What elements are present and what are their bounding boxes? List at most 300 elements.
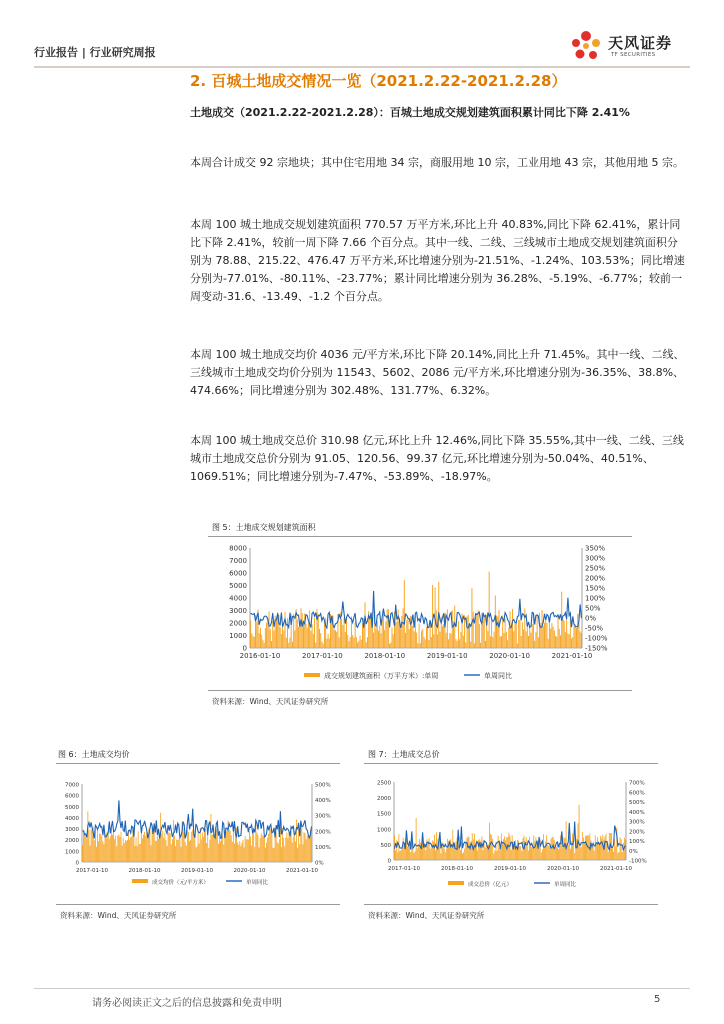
bar-mark bbox=[478, 840, 479, 860]
left-tick-label: 7000 bbox=[229, 557, 247, 565]
bar-mark bbox=[115, 836, 116, 862]
bar-mark bbox=[499, 610, 500, 648]
bar-mark bbox=[305, 624, 306, 648]
paragraph-avg-price: 本周 100 城土地成交均价 4036 元/平方米,环比下降 20.14%,同比上升 71.45%。其中一线、二线、三线城市土地成交均价分别为 11543、5602、2086 元/平方米,环比增速分别为-36.35%、38.8%、474.66%；同比增速分别为 302.48%、131.77%、6.32%。 bbox=[190, 348, 685, 397]
bar-mark bbox=[546, 835, 547, 860]
bar-mark bbox=[430, 625, 431, 648]
bar-mark bbox=[104, 844, 105, 862]
bar-mark bbox=[357, 643, 358, 648]
bar-mark bbox=[154, 828, 155, 862]
bar-mark bbox=[143, 835, 144, 862]
bar-mark bbox=[151, 845, 152, 862]
bar-mark bbox=[119, 835, 120, 862]
bar-mark bbox=[116, 846, 117, 862]
bar-mark bbox=[401, 850, 402, 860]
bar-mark bbox=[465, 842, 466, 860]
bar-mark bbox=[431, 637, 432, 648]
bar-mark bbox=[422, 629, 423, 648]
bar-mark bbox=[463, 636, 464, 648]
bar-mark bbox=[271, 641, 272, 648]
right-tick-label: 0% bbox=[585, 614, 597, 623]
bar-mark bbox=[570, 849, 571, 860]
bar-mark bbox=[547, 845, 548, 860]
bar-mark bbox=[615, 846, 616, 860]
bar-mark bbox=[178, 839, 179, 862]
bar-mark bbox=[369, 617, 370, 648]
bar-mark bbox=[506, 632, 507, 648]
bar-mark bbox=[225, 832, 226, 862]
bar-mark bbox=[419, 839, 420, 860]
bar-mark bbox=[170, 833, 171, 862]
bar-mark bbox=[480, 643, 481, 648]
bar-mark bbox=[529, 837, 530, 860]
bar-mark bbox=[292, 642, 293, 648]
bar-mark bbox=[135, 846, 136, 862]
bar-mark bbox=[209, 840, 210, 862]
bar-mark bbox=[278, 843, 279, 862]
bar-mark bbox=[605, 836, 606, 860]
bar-mark bbox=[309, 838, 310, 862]
bar-mark bbox=[552, 837, 553, 860]
bar-mark bbox=[194, 834, 195, 862]
bar-mark bbox=[458, 621, 459, 648]
bar-mark bbox=[324, 621, 325, 648]
bar-mark bbox=[373, 633, 374, 648]
legend-bar-label: 成交均价（元/平方米） bbox=[152, 880, 209, 886]
bar-mark bbox=[304, 832, 305, 862]
fig6-bottom-rule bbox=[56, 904, 340, 905]
bar-mark bbox=[452, 610, 453, 648]
bar-mark bbox=[287, 618, 288, 648]
bar-mark bbox=[266, 623, 267, 648]
bar-mark bbox=[451, 634, 452, 648]
bar-mark bbox=[449, 845, 450, 860]
bar-mark bbox=[426, 627, 427, 648]
bar-mark bbox=[276, 620, 277, 648]
bar-mark bbox=[352, 635, 353, 648]
bar-mark bbox=[366, 642, 367, 648]
bar-mark bbox=[460, 632, 461, 648]
bar-mark bbox=[448, 639, 449, 648]
bar-mark bbox=[491, 619, 492, 648]
bar-mark bbox=[199, 844, 200, 862]
bar-mark bbox=[141, 829, 142, 862]
right-tick-label: 0% bbox=[315, 860, 324, 867]
right-tick-label: -50% bbox=[585, 624, 604, 633]
bar-mark bbox=[625, 840, 626, 860]
bar-mark bbox=[516, 622, 517, 648]
bar-mark bbox=[307, 628, 308, 648]
bar-mark bbox=[127, 840, 128, 862]
bar-mark bbox=[465, 642, 466, 648]
bar-mark bbox=[535, 837, 536, 860]
bar-mark bbox=[512, 609, 513, 648]
bar-mark bbox=[555, 848, 556, 860]
bar-mark bbox=[459, 639, 460, 648]
fig6-source: 资料来源：Wind、天风证券研究所 bbox=[60, 911, 177, 920]
bar-mark bbox=[513, 631, 514, 648]
bar-mark bbox=[213, 834, 214, 862]
bar-mark bbox=[544, 847, 545, 860]
bar-mark bbox=[355, 622, 356, 648]
bar-mark bbox=[433, 634, 434, 648]
bar-mark bbox=[447, 839, 448, 860]
bar-mark bbox=[414, 853, 415, 860]
fig7-bottom-rule bbox=[364, 904, 658, 905]
x-tick-label: 2016-01-10 bbox=[239, 652, 281, 660]
bar-mark bbox=[207, 833, 208, 862]
bar-mark bbox=[312, 624, 313, 648]
bar-mark bbox=[408, 845, 409, 860]
bar-mark bbox=[558, 617, 559, 648]
bar-mark bbox=[515, 623, 516, 648]
bar-mark bbox=[137, 846, 138, 862]
bar-mark bbox=[168, 832, 169, 862]
bar-mark bbox=[315, 642, 316, 648]
bar-mark bbox=[446, 633, 447, 648]
bar-mark bbox=[308, 836, 309, 862]
tf-logo-icon bbox=[566, 28, 606, 64]
bar-mark bbox=[528, 636, 529, 648]
bar-mark bbox=[621, 839, 622, 860]
bar-mark bbox=[85, 836, 86, 862]
bar-mark bbox=[335, 630, 336, 648]
bar-mark bbox=[329, 638, 330, 648]
bar-mark bbox=[303, 844, 304, 862]
report-type-tag: 行业报告 | 行业研究周报 bbox=[34, 46, 156, 59]
bar-mark bbox=[571, 639, 572, 648]
bar-mark bbox=[598, 843, 599, 860]
yoy-line-series bbox=[83, 800, 312, 838]
bar-mark bbox=[573, 843, 574, 860]
bar-mark bbox=[251, 846, 252, 862]
bar-mark bbox=[551, 839, 552, 860]
bar-mark bbox=[121, 832, 122, 862]
bar-mark bbox=[344, 617, 345, 648]
bar-mark bbox=[555, 636, 556, 648]
bar-mark bbox=[269, 827, 270, 862]
bar-mark bbox=[124, 843, 125, 862]
bar-mark bbox=[400, 851, 401, 860]
bar-mark bbox=[204, 828, 205, 862]
bar-mark bbox=[243, 840, 244, 862]
bar-mark bbox=[200, 828, 201, 862]
bar-mark bbox=[288, 838, 289, 862]
left-tick-label: 6000 bbox=[229, 569, 247, 578]
right-tick-label: 300% bbox=[315, 813, 331, 820]
bar-mark bbox=[377, 621, 378, 648]
bar-mark bbox=[353, 638, 354, 648]
bar-mark bbox=[527, 845, 528, 860]
bar-mark bbox=[162, 831, 163, 862]
bar-mark bbox=[522, 622, 523, 648]
bar-mark bbox=[110, 836, 111, 862]
bar-mark bbox=[577, 614, 578, 648]
bar-mark bbox=[409, 629, 410, 648]
bar-mark bbox=[92, 831, 93, 862]
bar-mark bbox=[367, 637, 368, 648]
bar-mark bbox=[389, 644, 390, 648]
bar-mark bbox=[443, 624, 444, 648]
bar-mark bbox=[203, 837, 204, 862]
right-tick-label: 400% bbox=[629, 809, 645, 816]
bar-mark bbox=[620, 837, 621, 860]
bar-mark bbox=[378, 631, 379, 648]
bar-mark bbox=[294, 630, 295, 648]
bar-mark bbox=[295, 842, 296, 862]
bar-mark bbox=[190, 840, 191, 862]
bar-mark bbox=[548, 846, 549, 860]
legend-bar-swatch bbox=[304, 673, 320, 677]
bar-mark bbox=[586, 836, 587, 860]
bar-mark bbox=[282, 626, 283, 648]
bar-mark bbox=[478, 610, 479, 648]
bar-mark bbox=[535, 632, 536, 648]
bar-mark bbox=[288, 643, 289, 648]
bar-mark bbox=[544, 623, 545, 648]
bar-mark bbox=[214, 835, 215, 862]
bar-mark bbox=[128, 832, 129, 862]
bar-mark bbox=[230, 831, 231, 862]
right-tick-label: 50% bbox=[585, 604, 601, 613]
bar-mark bbox=[462, 853, 463, 860]
bar-mark bbox=[173, 820, 174, 862]
bar-mark bbox=[433, 842, 434, 860]
x-tick-label: 2021-01-10 bbox=[600, 866, 632, 872]
paragraph-total-price: 本周 100 城土地成交总价 310.98 亿元,环比上升 12.46%,同比下降 35.55%,其中一线、二线、三线城市土地成交总价分别为 91.05、120.56、99.37 亿元,环比增速分别为-50.04%、40.51%、1069.51%；同比增速分别为-7.47%、-53.89%、-18.97%。 bbox=[190, 434, 684, 483]
bar-mark bbox=[293, 614, 294, 648]
bar-mark bbox=[232, 842, 233, 862]
left-tick-label: 2000 bbox=[229, 619, 247, 628]
bar-mark bbox=[111, 829, 112, 862]
bar-mark bbox=[449, 633, 450, 648]
bar-mark bbox=[567, 633, 568, 648]
bar-mark bbox=[179, 837, 180, 862]
bar-mark bbox=[579, 805, 580, 860]
bar-mark bbox=[508, 628, 509, 648]
bar-mark bbox=[237, 842, 238, 862]
bar-mark bbox=[349, 641, 350, 648]
bar-mark bbox=[268, 834, 269, 862]
bar-mark bbox=[105, 837, 106, 862]
bar-mark bbox=[510, 611, 511, 648]
left-tick-label: 5000 bbox=[65, 804, 79, 811]
bar-mark bbox=[593, 846, 594, 860]
bar-mark bbox=[102, 841, 103, 862]
bar-mark bbox=[463, 852, 464, 860]
bar-mark bbox=[126, 841, 127, 862]
bar-mark bbox=[250, 621, 251, 648]
legend-line-label: 单周同比 bbox=[246, 880, 269, 886]
bar-mark bbox=[554, 840, 555, 860]
bar-mark bbox=[403, 608, 404, 648]
bar-mark bbox=[574, 853, 575, 860]
page-number: 5 bbox=[654, 994, 661, 1005]
bar-mark bbox=[320, 633, 321, 648]
bar-mark bbox=[490, 834, 491, 860]
bar-mark bbox=[298, 829, 299, 862]
bar-mark bbox=[193, 833, 194, 862]
bar-mark bbox=[187, 830, 188, 862]
bar-mark bbox=[280, 627, 281, 648]
bar-mark bbox=[297, 848, 298, 862]
bar-mark bbox=[83, 830, 84, 862]
header-divider bbox=[34, 66, 690, 68]
bar-mark bbox=[560, 635, 561, 648]
left-tick-label: 2000 bbox=[65, 838, 79, 845]
x-tick-label: 2018-01-10 bbox=[441, 866, 473, 872]
bar-mark bbox=[358, 641, 359, 648]
bar-mark bbox=[400, 629, 401, 648]
bar-mark bbox=[390, 643, 391, 648]
bar-mark bbox=[546, 623, 547, 648]
bar-mark bbox=[361, 640, 362, 648]
bar-mark bbox=[247, 839, 248, 862]
bar-mark bbox=[487, 631, 488, 648]
bar-mark bbox=[501, 636, 502, 648]
bar-mark bbox=[503, 633, 504, 648]
bar-mark bbox=[432, 840, 433, 860]
bar-mark bbox=[155, 841, 156, 862]
bar-mark bbox=[263, 837, 264, 862]
bar-mark bbox=[289, 831, 290, 862]
bar-mark bbox=[120, 837, 121, 862]
bar-mark bbox=[564, 621, 565, 648]
bar-mark bbox=[269, 611, 270, 648]
left-tick-label: 1500 bbox=[377, 811, 391, 818]
bar-mark bbox=[407, 846, 408, 860]
bar-mark bbox=[425, 639, 426, 648]
left-tick-label: 2500 bbox=[377, 780, 391, 787]
bar-mark bbox=[521, 636, 522, 648]
bar-mark bbox=[554, 631, 555, 648]
x-tick-label: 2018-01-10 bbox=[364, 652, 406, 660]
bar-mark bbox=[253, 636, 254, 648]
paragraph-floor-area: 本周 100 城土地成交规划建筑面积 770.57 万平方米,环比上升 40.83%,同比下降 62.41%，累计同比下降 2.41%，较前一周下降 7.66 个百分点。其中一线、二线、三线城市土地成交规划建筑面积分别为 78.88、215.22、476.47 万平方米,环比增速分别为-21.51%、-1.24%、103.53%；同比增速分别为-77.01%、-80.11%、-23.77%；累计同比增速分别为 36.28%、-5.19%、-6.77%；较前一周变动-31.6、-13.49、-1.2 个百分点。 bbox=[190, 218, 685, 303]
left-tick-label: 1000 bbox=[377, 827, 391, 834]
left-tick-label: 3000 bbox=[229, 607, 247, 615]
bar-mark bbox=[456, 841, 457, 860]
bar-mark bbox=[279, 839, 280, 862]
fig5-chart bbox=[208, 540, 632, 688]
bar-mark bbox=[91, 829, 92, 862]
bar-mark bbox=[283, 630, 284, 648]
bar-mark bbox=[410, 852, 411, 860]
bar-mark bbox=[612, 847, 613, 860]
bar-mark bbox=[272, 621, 273, 648]
right-tick-label: 300% bbox=[629, 819, 645, 826]
bar-mark bbox=[492, 839, 493, 860]
fig5-caption: 图 5：土地成交规划建筑面积 bbox=[212, 523, 316, 532]
right-tick-label: 100% bbox=[629, 839, 645, 845]
bar-mark bbox=[545, 841, 546, 860]
bar-mark bbox=[538, 848, 539, 860]
bar-mark bbox=[350, 637, 351, 648]
bar-mark bbox=[564, 837, 565, 860]
bar-mark bbox=[188, 832, 189, 862]
bar-mark bbox=[617, 853, 618, 860]
right-tick-label: -100% bbox=[629, 858, 647, 865]
bar-mark bbox=[566, 617, 567, 648]
bar-mark bbox=[516, 847, 517, 860]
bar-mark bbox=[517, 643, 518, 648]
bar-mark bbox=[441, 853, 442, 860]
bar-mark bbox=[440, 632, 441, 648]
bar-mark bbox=[109, 839, 110, 862]
bar-mark bbox=[113, 829, 114, 862]
right-tick-label: 300% bbox=[585, 554, 606, 563]
bar-mark bbox=[376, 629, 377, 648]
bar-mark bbox=[507, 640, 508, 648]
bar-mark bbox=[614, 839, 615, 860]
bar-mark bbox=[256, 622, 257, 648]
bar-mark bbox=[219, 833, 220, 862]
bar-mark bbox=[595, 835, 596, 860]
bar-mark bbox=[451, 845, 452, 860]
bar-mark bbox=[585, 836, 586, 860]
x-tick-label: 2019-01-10 bbox=[181, 868, 213, 874]
bar-mark bbox=[581, 847, 582, 860]
bar-mark bbox=[393, 634, 394, 648]
bar-mark bbox=[260, 838, 261, 862]
bar-mark bbox=[469, 837, 470, 860]
bar-mark bbox=[520, 846, 521, 860]
bar-mark bbox=[519, 846, 520, 860]
bar-mark bbox=[238, 845, 239, 862]
bar-mark bbox=[106, 834, 107, 862]
bar-mark bbox=[218, 844, 219, 862]
bar-mark bbox=[485, 641, 486, 648]
right-tick-label: 100% bbox=[315, 844, 331, 851]
bar-mark bbox=[138, 831, 139, 862]
bar-mark bbox=[538, 637, 539, 648]
fig5-plot bbox=[229, 545, 608, 681]
bar-mark bbox=[402, 847, 403, 860]
bar-mark bbox=[419, 623, 420, 648]
bar-mark bbox=[345, 632, 346, 648]
bar-mark bbox=[257, 833, 258, 862]
bar-mark bbox=[568, 845, 569, 860]
bar-mark bbox=[404, 580, 405, 648]
bar-mark bbox=[497, 851, 498, 860]
bar-mark bbox=[233, 829, 234, 862]
bar-mark bbox=[286, 638, 287, 648]
bar-mark bbox=[565, 838, 566, 860]
bar-mark bbox=[161, 833, 162, 862]
bar-mark bbox=[380, 633, 381, 648]
bar-mark bbox=[280, 827, 281, 862]
bar-mark bbox=[395, 850, 396, 860]
bar-mark bbox=[150, 831, 151, 862]
bar-mark bbox=[491, 835, 492, 860]
bar-mark bbox=[469, 623, 470, 648]
bar-mark bbox=[476, 613, 477, 648]
bar-mark bbox=[165, 833, 166, 862]
bar-mark bbox=[556, 847, 557, 860]
bar-mark bbox=[208, 848, 209, 862]
left-tick-label: 4000 bbox=[65, 815, 79, 822]
bar-mark bbox=[176, 840, 177, 862]
bar-mark bbox=[406, 620, 407, 648]
bar-mark bbox=[262, 835, 263, 862]
bar-mark bbox=[206, 843, 207, 862]
bar-mark bbox=[417, 643, 418, 648]
bar-mark bbox=[531, 633, 532, 648]
bar-mark bbox=[429, 838, 430, 860]
bar-mark bbox=[166, 840, 167, 862]
left-tick-label: 0 bbox=[75, 860, 79, 867]
bar-mark bbox=[171, 844, 172, 862]
